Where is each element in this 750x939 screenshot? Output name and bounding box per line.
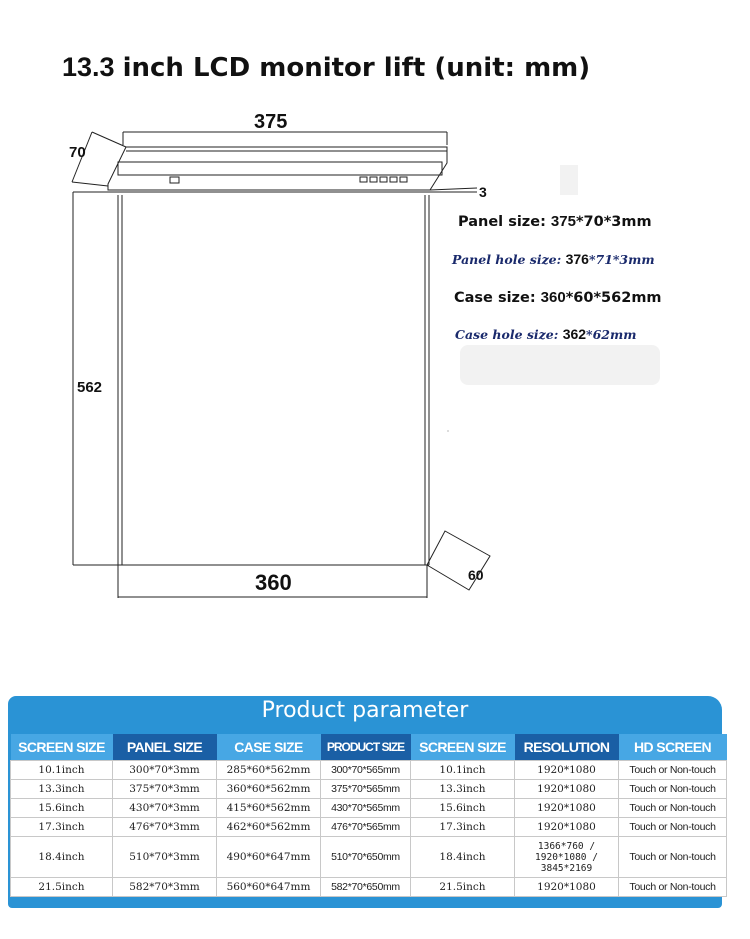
spec-case-hole-size: Case hole size: 362*62mm xyxy=(455,326,637,342)
header-product-size: PRODUCT SIZE xyxy=(321,734,411,761)
panel-slot xyxy=(118,162,442,175)
table-row: 17.3inch 476*70*3mm 462*60*562mm 476*70*565mm 17.3inch 1920*1080 Touch or Non-touch xyxy=(11,818,727,837)
header-screen-size: SCREEN SIZE xyxy=(11,734,113,761)
case-depth-label: 60 xyxy=(468,567,484,583)
header-hd-screen: HD SCREEN xyxy=(619,734,727,761)
spec-case-size: Case size: 360*60*562mm xyxy=(454,289,662,306)
spec-panel-size: Panel size: 375*70*3mm xyxy=(458,213,652,230)
table-row: 21.5inch 582*70*3mm 560*60*647mm 582*70*650mm 21.5inch 1920*1080 Touch or Non-touch xyxy=(11,878,727,897)
table-title: Product parameter xyxy=(261,698,469,723)
header-screen-size-2: SCREEN SIZE xyxy=(411,734,515,761)
table-row: 15.6inch 430*70*3mm 415*60*562mm 430*70*565mm 15.6inch 1920*1080 Touch or Non-touch xyxy=(11,799,727,818)
spec-panel-hole-size: Panel hole size: 376*71*3mm xyxy=(452,251,655,267)
title-screen-size: 13.3 xyxy=(62,52,115,82)
table-row: 10.1inch 300*70*3mm 285*60*562mm 300*70*565mm 10.1inch 1920*1080 Touch or Non-touch xyxy=(11,761,727,780)
top-width-label: 375 xyxy=(254,111,288,133)
header-case-size: CASE SIZE xyxy=(217,734,321,761)
panel-indicator xyxy=(170,177,179,183)
header-resolution: RESOLUTION xyxy=(515,734,619,761)
bottom-width-label: 360 xyxy=(255,570,292,595)
table-header-row xyxy=(11,734,727,761)
table-row: 13.3inch 375*70*3mm 360*60*562mm 375*70*565mm 13.3inch 1920*1080 Touch or Non-touch xyxy=(11,780,727,799)
header-panel-size: PANEL SIZE xyxy=(113,734,217,761)
panel-thickness-label: 3 xyxy=(479,184,487,200)
panel-depth-label: 70 xyxy=(69,144,86,161)
top-panel xyxy=(108,147,447,190)
product-parameter-table xyxy=(10,734,727,897)
title-text: inch LCD monitor lift (unit: mm) xyxy=(122,53,591,83)
table-row: 18.4inch 510*70*3mm 490*60*647mm 510*70*650mm 18.4inch 1366*760 / 1920*1080 / 3845*2169 Touch or Non-touch xyxy=(11,837,727,878)
height-label: 562 xyxy=(77,379,103,396)
